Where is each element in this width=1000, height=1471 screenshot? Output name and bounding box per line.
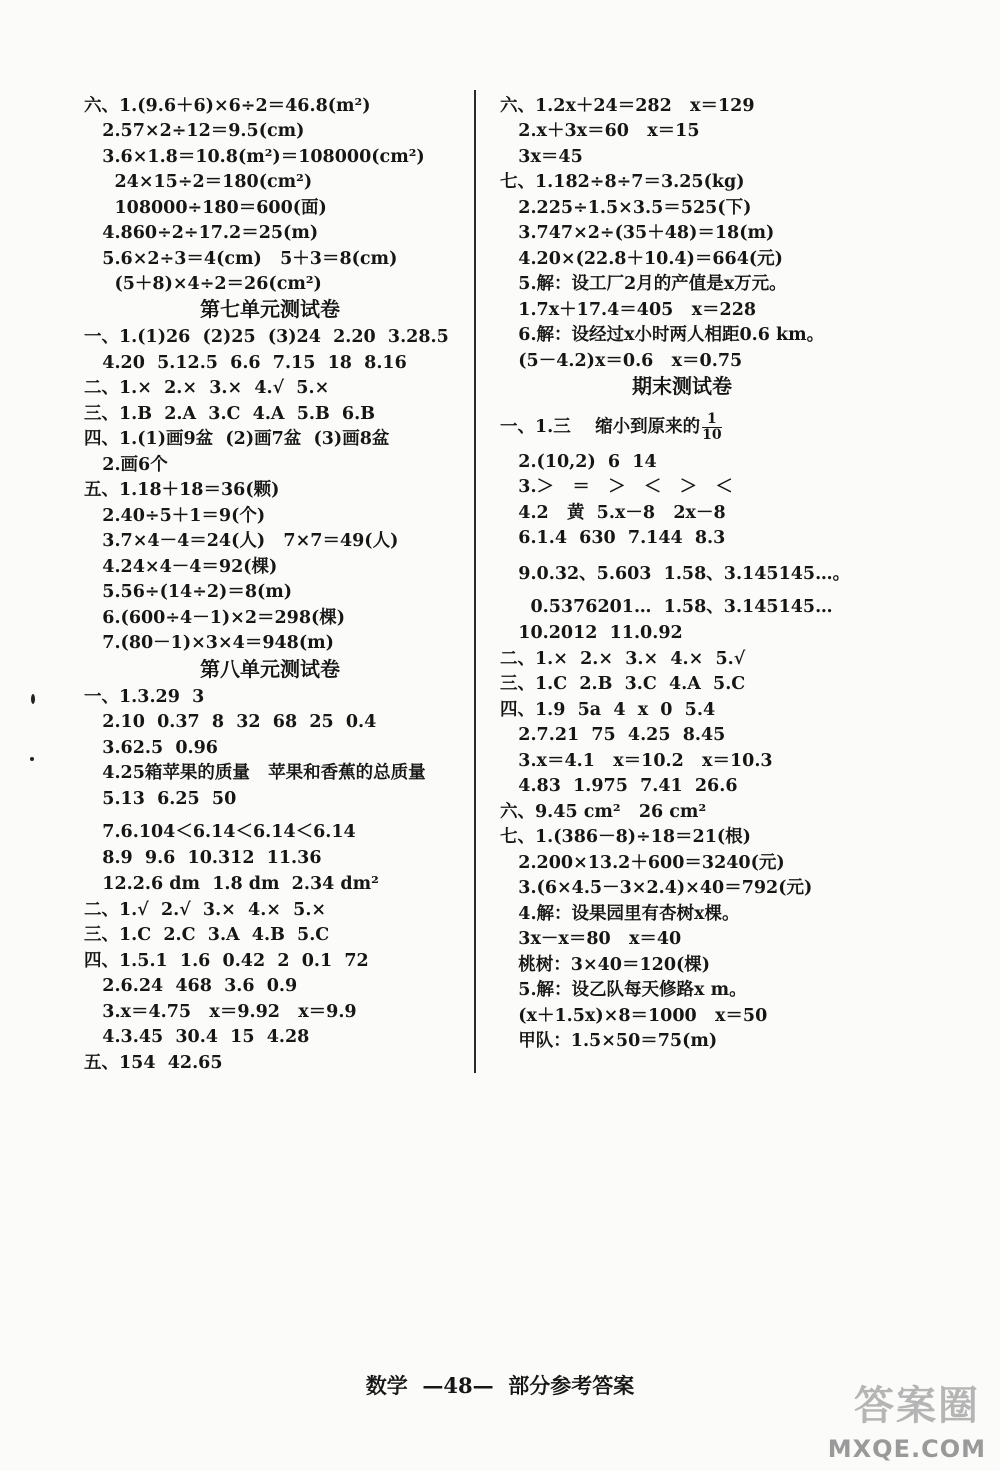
answer-line: 9.0.32、5.603 1.58、3.145145…。 (500, 564, 851, 584)
answer-line: 四、1.(1)画9盆 (2)画7盆 (3)画8盆 (84, 429, 390, 449)
answer-line: 2.10 0.37 8 32 68 25 0.4 (84, 712, 377, 732)
answer-line: 一、1.3.29 3 (84, 687, 205, 707)
answer-line: 3.62.5 0.96 (84, 738, 218, 758)
answer-line: 3.7×4－4＝24(人) 7×7＝49(人) (84, 531, 399, 551)
answer-line: 四、1.9 5a 4 x 0 5.4 (500, 700, 716, 720)
answer-line: 24×15÷2＝180(cm²) (84, 172, 313, 192)
answer-line: 5.6×2÷3＝4(cm) 5＋3＝8(cm) (84, 249, 398, 269)
answer-line: 4.25箱苹果的质量 苹果和香蕉的总质量 (84, 763, 426, 783)
answer-line: 三、1.B 2.A 3.C 4.A 5.B 6.B (84, 404, 375, 424)
watermark-top-text: 答案圈 (854, 1383, 980, 1429)
answer-line: 四、1.5.1 1.6 0.42 2 0.1 72 (84, 951, 369, 971)
section-heading-unit8: 第八单元测试卷 (200, 657, 340, 681)
answer-line: 10.2012 11.0.92 (500, 623, 683, 643)
answer-line: 二、1.× 2.× 3.× 4.× 5.√ (500, 649, 746, 669)
answer-line: (x＋1.5x)×8＝1000 x＝50 (500, 1006, 768, 1026)
section-heading-final-exam: 期末测试卷 (632, 374, 732, 398)
answer-line: 2.40÷5＋1＝9(个) (84, 506, 266, 526)
answer-line: 2.(10,2) 6 14 (500, 452, 657, 472)
answer-line: 六、9.45 cm² 26 cm² (500, 802, 707, 822)
answer-line: 6.解：设经过x小时两人相距0.6 km。 (500, 325, 825, 345)
scan-speck (31, 694, 35, 704)
answer-line: 6.1.4 630 7.144 8.3 (500, 528, 726, 548)
answer-line: 4.860÷2÷17.2＝25(m) (84, 223, 319, 243)
section-heading-unit7: 第七单元测试卷 (200, 297, 340, 321)
answer-line: 2.225÷1.5×3.5＝525(下) (500, 198, 752, 218)
answer-line: 4.83 1.975 7.41 26.6 (500, 776, 738, 796)
column-divider (474, 90, 476, 1073)
answer-line: 2.7.21 75 4.25 8.45 (500, 725, 726, 745)
answer-line: 3.6×1.8＝10.8(m²)＝108000(cm²) (84, 147, 425, 167)
answer-line: 8.9 9.6 10.312 11.36 (84, 848, 322, 868)
answer-line: 12.2.6 dm 1.8 dm 2.34 dm² (84, 874, 379, 894)
answer-line: 3.＞ ＝ ＞ ＜ ＞ ＜ (500, 477, 733, 497)
answer-line: 二、1.√ 2.√ 3.× 4.× 5.× (84, 900, 327, 920)
answer-line: 六、1.2x＋24＝282 x＝129 (500, 96, 755, 116)
answer-line: 6.(600÷4－1)×2＝298(棵) (84, 608, 346, 628)
answer-line: 甲队：1.5×50＝75(m) (500, 1031, 718, 1051)
answer-line: 桃树：3×40＝120(棵) (500, 955, 711, 975)
answer-line: 1.7x＋17.4＝405 x＝228 (500, 300, 757, 320)
answer-line: 5.56÷(14÷2)＝8(m) (84, 582, 293, 602)
answer-line: 2.x＋3x＝60 x＝15 (500, 121, 700, 141)
answer-line: 5.解：设工厂2月的产值是x万元。 (500, 274, 787, 294)
answer-line: 4.3.45 30.4 15 4.28 (84, 1027, 310, 1047)
answer-line: 二、1.× 2.× 3.× 4.√ 5.× (84, 378, 330, 398)
answer-line: 7.6.104＜6.14＜6.14̇＜6.14 (84, 822, 356, 842)
answer-line: 2.57×2÷12＝9.5(cm) (84, 121, 305, 141)
watermark-url: MXQE.COM (827, 1435, 986, 1463)
answer-line: 2.6.24 468 3.6 0.9 (84, 976, 298, 996)
answer-line: 4.20×(22.8＋10.4)＝664(元) (500, 249, 783, 269)
answer-line: 3.(6×4.5－3×2.4)×40＝792(元) (500, 878, 813, 898)
answer-line: 3x＝45 (500, 147, 583, 167)
answer-line: 七、1.182÷8÷7＝3.25(kg) (500, 172, 745, 192)
answer-line: 4.24×4－4＝92(棵) (84, 557, 278, 577)
answer-line: 2.200×13.2＋600＝3240(元) (500, 853, 785, 873)
answer-line: 三、1.C 2.C 3.A 4.B 5.C (84, 925, 330, 945)
answer-line: 7.(80－1)×3×4＝948(m) (84, 633, 334, 653)
answer-line: 3.x＝4.75 x＝9.92 x＝9.9 (84, 1002, 357, 1022)
page-footer: 数学 —48— 部分参考答案 (365, 1373, 635, 1398)
answer-line: 4.解：设果园里有杏树x棵。 (500, 904, 740, 924)
answer-line: (5－4.2)x＝0.6 x＝0.75 (500, 351, 743, 371)
answer-line: 3x－x＝80 x＝40 (500, 929, 682, 949)
answer-line: 五、1.18＋18＝36(颗) (84, 480, 280, 500)
answer-line: 一、1.(1)26 (2)25 (3)24 2.20 3.28.5 (84, 327, 449, 347)
answer-line: 5.13 6.25 50 (84, 789, 237, 809)
fraction-denominator: 10 (702, 427, 722, 443)
answer-line: 3.747×2÷(35＋48)＝18(m) (500, 223, 775, 243)
scan-speck (30, 757, 34, 761)
answer-line: 3.x＝4.1 x＝10.2 x＝10.3 (500, 751, 773, 771)
answer-line: 七、1.(386－8)÷18＝21(根) (500, 827, 751, 847)
answer-line: 三、1.C 2.B 3.C 4.A 5.C (500, 674, 746, 694)
fraction (702, 412, 721, 443)
answer-line: 4.2 黄 5.x－8 2x－8 (500, 503, 726, 523)
answer-line: 五、154 42.65 (84, 1053, 223, 1073)
fraction-numerator: 1 (702, 412, 721, 428)
answer-line: 0.5376201… 1.58、3.145145… (500, 597, 833, 617)
answer-line: 4.20 5.12.5 6.6 7.15 18 8.16 (84, 353, 407, 373)
answer-line-fraction (500, 412, 722, 443)
answer-line: 六、1.(9.6＋6)×6÷2＝46.8(m²) (84, 96, 371, 116)
answer-line: 108000÷180＝600(面) (84, 198, 327, 218)
answer-line: 5.解：设乙队每天修路x m。 (500, 980, 747, 1000)
answer-line: 2.画6个 (84, 455, 168, 475)
answer-text: 一、1.三 缩小到原来的 (500, 417, 701, 437)
answer-line: (5＋8)×4÷2＝26(cm²) (84, 274, 322, 294)
